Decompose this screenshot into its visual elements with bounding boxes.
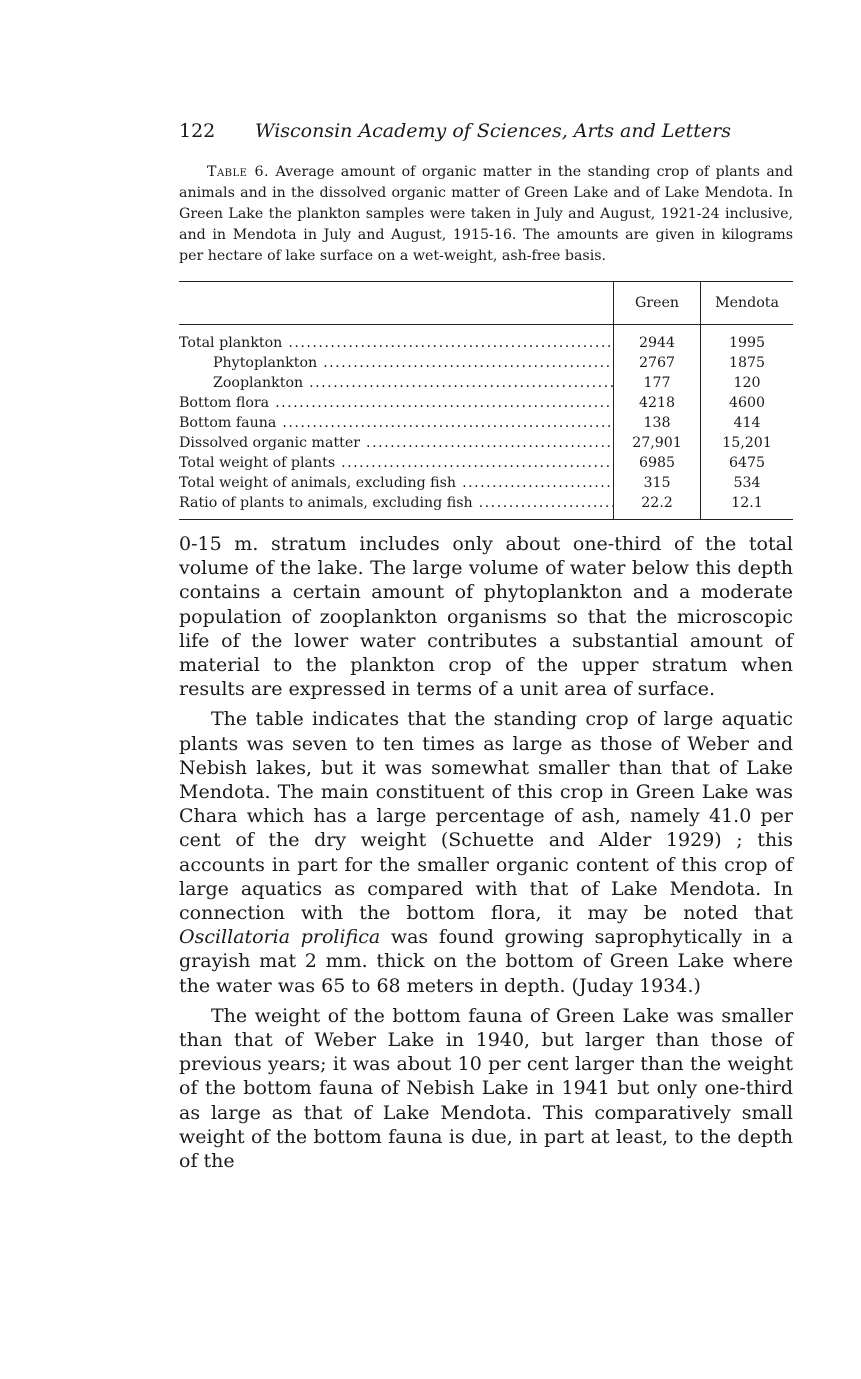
table-row: [179, 413, 793, 433]
cell-mendota: 414: [701, 413, 793, 433]
cell-mendota: 12.1: [701, 493, 793, 520]
table-row: [179, 473, 793, 493]
cell-green: 6985: [614, 453, 701, 473]
row-label: Total weight of plants .....: [179, 453, 614, 473]
table-row: [179, 433, 793, 453]
paragraph: The weight of the bottom fauna of Green Lake was smaller than that of Weber Lake in 1940, but larger than those of previous years; it was about 10 per cent larger than the weight of the bottom fauna of Nebish Lake in 1941 but only one-third as large as that of Lake Mendota. This comparatively small weight of the bottom fauna is due, in part at least, to the depth of the: [179, 1004, 793, 1173]
row-label: Zooplankton .....: [179, 373, 614, 393]
cell-mendota: 15,201: [701, 433, 793, 453]
running-title: Wisconsin Academy of Sciences, Arts and Letters: [255, 120, 731, 142]
row-label: Ratio of plants to animals, excluding fish .....: [179, 493, 614, 520]
table-row: [179, 393, 793, 413]
cell-mendota: 120: [701, 373, 793, 393]
cell-green: 27,901: [614, 433, 701, 453]
table-row: [179, 453, 793, 473]
page: [179, 120, 793, 1179]
species-name: Oscillatoria prolifica: [179, 926, 381, 949]
body-text: [179, 532, 793, 1173]
cell-green: 138: [614, 413, 701, 433]
row-label: Bottom flora .....: [179, 393, 614, 413]
cell-green: 2767: [614, 353, 701, 373]
cell-green: 22.2: [614, 493, 701, 520]
row-label: Dissolved organic matter .....: [179, 433, 614, 453]
page-header: [179, 120, 793, 148]
data-table: [179, 281, 793, 520]
table-row: [179, 353, 793, 373]
paragraph: The table indicates that the standing crop of large aquatic plants was seven to ten times as large as those of Weber and Nebish lakes, but it was somewhat smaller than that of Lake Mendota. The main constituent of this crop in Green Lake was Chara which has a large percentage of ash, namely 41.0 per cent of the dry weight (Schuette and Alder 1929) ; this accounts in part for the smaller organic content of this crop of large aquatics as compared with that of Lake Mendota. In connection with the bottom flora, it may be noted that Oscillatoria prolifica was found growing saprophytically in a grayish mat 2 mm. thick on the bottom of Green Lake where the water was 65 to 68 meters in depth. (Juday 1934.): [179, 708, 793, 997]
row-label: Bottom fauna .....: [179, 413, 614, 433]
table-caption-text: Average amount of organic matter in the standing crop of plants and animals and in the dissolved organic matter of Green Lake and of Lake Mendota. In Green Lake the plankton samples were taken in July and August, 1921-24 inclusive, and in Mendota in July and August, 1915-16. The amounts are given in kilograms per hectare of lake surface on a wet-weight, ash-free basis.: [179, 164, 793, 264]
page-number: 122: [179, 120, 216, 142]
cell-green: 177: [614, 373, 701, 393]
table-caption: [179, 162, 793, 267]
table-row: [179, 493, 793, 520]
table-header-row: [179, 282, 793, 325]
cell-mendota: 1995: [701, 325, 793, 354]
cell-mendota: 4600: [701, 393, 793, 413]
table-row: [179, 325, 793, 354]
cell-mendota: 534: [701, 473, 793, 493]
cell-green: 4218: [614, 393, 701, 413]
header-blank: [179, 282, 614, 325]
row-label: Total weight of animals, excluding fish .....: [179, 473, 614, 493]
column-header-green: Green: [614, 282, 701, 325]
column-header-mendota: Mendota: [701, 282, 793, 325]
table-label: Table 6.: [207, 164, 269, 180]
row-label: Phytoplankton .....: [179, 353, 614, 373]
row-label: Total plankton .....: [179, 325, 614, 354]
cell-mendota: 1875: [701, 353, 793, 373]
paragraph: 0-15 m. stratum includes only about one-third of the total volume of the lake. The large volume of water below this depth contains a certain amount of phytoplankton and a moderate population of zooplankton organisms so that the microscopic life of the lower water contributes a substantial amount of material to the plankton crop of the upper stratum when results are expressed in terms of a unit area of surface.: [179, 533, 793, 701]
cell-mendota: 6475: [701, 453, 793, 473]
cell-green: 315: [614, 473, 701, 493]
cell-green: 2944: [614, 325, 701, 354]
table-row: [179, 373, 793, 393]
